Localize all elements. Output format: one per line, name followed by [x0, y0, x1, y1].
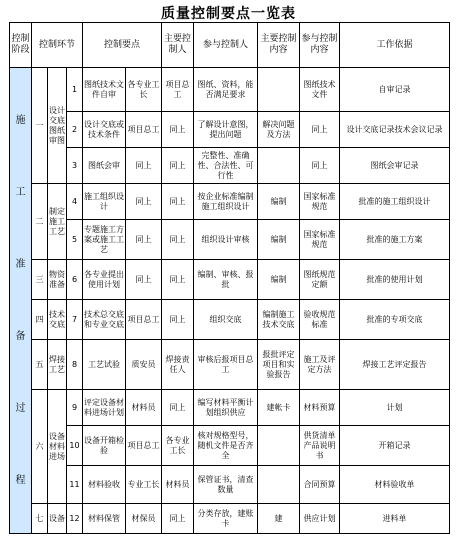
- work-basis: 供货清单产品说明书: [300, 426, 340, 466]
- segment-label: 制定施工工艺: [48, 184, 67, 260]
- work-basis: 同上: [300, 148, 340, 184]
- control-point: 材料验收: [83, 466, 126, 504]
- part-content: [258, 426, 300, 466]
- part-controller: 同上: [162, 220, 194, 260]
- work-evidence: 设计交底记录技术会议记录: [340, 112, 450, 148]
- work-evidence: 计划: [340, 390, 450, 426]
- work-evidence: 批准的使用计划: [340, 260, 450, 300]
- control-point: 各专业提出使用计划: [83, 260, 126, 300]
- row-number: 12: [67, 504, 83, 534]
- work-evidence: 焊接工艺评定报告: [340, 340, 450, 390]
- group-number: 一: [32, 68, 48, 184]
- part-controller: 同上: [162, 504, 194, 534]
- work-evidence: 批准的施工组织设计: [340, 184, 450, 220]
- header-part-content: 参与控制内容: [300, 23, 340, 68]
- control-point: 施工组织设计: [83, 184, 126, 220]
- work-basis: 国家标准规范: [300, 220, 340, 260]
- segment-label: 设备材料进场: [48, 390, 67, 504]
- table-row: [10, 390, 450, 426]
- part-content: 建: [258, 504, 300, 534]
- work-basis: 施工及评定方法: [300, 340, 340, 390]
- main-controller: 项目总工: [126, 300, 162, 340]
- main-controller: 材保员: [126, 504, 162, 534]
- header-part-person: 参与控制人: [194, 23, 258, 68]
- work-basis: 供应计划: [300, 504, 340, 534]
- row-number: 2: [67, 112, 83, 148]
- part-content: 编制施工技术交底: [258, 300, 300, 340]
- control-point: 专题施工方案或施工工艺: [83, 220, 126, 260]
- main-content: 核对规格型号，随机文件是否齐全: [194, 426, 258, 466]
- stage-char: 过: [15, 402, 26, 414]
- stage-char: 工: [15, 186, 26, 198]
- row-number: 7: [67, 300, 83, 340]
- main-controller: 项目总工: [126, 426, 162, 466]
- table-row: [10, 184, 450, 220]
- stage-char: 准: [15, 258, 26, 270]
- work-basis: 图纸技术文件: [300, 68, 340, 112]
- part-controller: 项目总工: [162, 68, 194, 112]
- table-row: [10, 504, 450, 534]
- row-number: 3: [67, 148, 83, 184]
- part-controller: 同上: [162, 260, 194, 300]
- work-basis: 合同预算: [300, 466, 340, 504]
- table-row: [10, 148, 450, 184]
- main-content: 编制、审核、报批: [194, 260, 258, 300]
- row-number: 10: [67, 426, 83, 466]
- group-number: 六: [32, 390, 48, 504]
- main-content: 编写材料平衡计划组织供应: [194, 390, 258, 426]
- stage-cell: [10, 68, 32, 534]
- part-controller: 材料员: [162, 466, 194, 504]
- main-controller: 同上: [126, 148, 162, 184]
- table-row: [10, 466, 450, 504]
- control-point: 图纸会审: [83, 148, 126, 184]
- header-main-content: 主要控制内容: [258, 23, 300, 68]
- part-content: 编制: [258, 260, 300, 300]
- main-controller: 同上: [126, 220, 162, 260]
- control-point: 材料保管: [83, 504, 126, 534]
- header-stage: 控制阶段: [10, 23, 32, 68]
- part-controller: 焊接责任人: [162, 340, 194, 390]
- work-evidence: 批准的施工方案: [340, 220, 450, 260]
- part-controller: 同上: [162, 390, 194, 426]
- table-row: [10, 260, 450, 300]
- header-main-person: 主要控制人: [162, 23, 194, 68]
- main-content: 图纸、资料，能否满足要求: [194, 68, 258, 112]
- row-number: 9: [67, 390, 83, 426]
- main-controller: 同上: [126, 260, 162, 300]
- work-basis: 图纸规范定额: [300, 260, 340, 300]
- work-basis: 验收规范标准: [300, 300, 340, 340]
- part-content: 报批评定项目和实验报告: [258, 340, 300, 390]
- header-row: [10, 23, 450, 68]
- part-controller: 各专业工长: [162, 426, 194, 466]
- group-number: 四: [32, 300, 48, 340]
- work-basis: 同上: [300, 112, 340, 148]
- main-controller: 专业工长: [126, 466, 162, 504]
- main-content: 分类存放，建账卡: [194, 504, 258, 534]
- header-point: 控制要点: [83, 23, 162, 68]
- part-content: [258, 148, 300, 184]
- work-evidence: 批准的专项交底: [340, 300, 450, 340]
- part-controller: 同上: [162, 300, 194, 340]
- row-number: 6: [67, 260, 83, 300]
- main-content: 审核后报项目总工: [194, 340, 258, 390]
- main-controller: 材料员: [126, 390, 162, 426]
- quality-control-table: [9, 22, 450, 534]
- segment-label: 设计交底图纸审图: [48, 68, 67, 184]
- work-basis: 国家标准规范: [300, 184, 340, 220]
- work-evidence: 进料单: [340, 504, 450, 534]
- control-point: 设备开箱检验: [83, 426, 126, 466]
- table-row: [10, 340, 450, 390]
- segment-label: 设备: [48, 504, 67, 534]
- control-point: 技术总交底和专业交底: [83, 300, 126, 340]
- segment-label: 焊接工艺: [48, 340, 67, 390]
- stage-char: 施: [15, 114, 26, 126]
- stage-char: 备: [15, 330, 26, 342]
- part-controller: 同上: [162, 112, 194, 148]
- page-title: 质量控制要点一览表: [161, 6, 296, 22]
- main-controller: 质安员: [126, 340, 162, 390]
- part-content: 编制: [258, 220, 300, 260]
- main-content: 按企业标准编制施工组织设计: [194, 184, 258, 220]
- row-number: 1: [67, 68, 83, 112]
- work-evidence: 图纸会审记录: [340, 148, 450, 184]
- group-number: 五: [32, 340, 48, 390]
- header-basis: 工作依据: [340, 23, 450, 68]
- part-controller: 同上: [162, 148, 194, 184]
- table-row: [10, 300, 450, 340]
- header-segment: 控制环节: [32, 23, 83, 68]
- main-controller: 同上: [126, 184, 162, 220]
- table-row: [10, 220, 450, 260]
- main-content: 组织设计审核: [194, 220, 258, 260]
- table-row: [10, 426, 450, 466]
- row-number: 5: [67, 220, 83, 260]
- row-number: 4: [67, 184, 83, 220]
- group-number: 三: [32, 260, 48, 300]
- group-number: 七: [32, 504, 48, 534]
- row-number: 8: [67, 340, 83, 390]
- control-point: 评定设备材料进场计划: [83, 390, 126, 426]
- work-evidence: 材料验收单: [340, 466, 450, 504]
- main-controller: 项目总工: [126, 112, 162, 148]
- part-content: [258, 466, 300, 504]
- part-content: 解决问题及方法: [258, 112, 300, 148]
- main-content: 了解设计意图，提出问题: [194, 112, 258, 148]
- main-content: 完整性、准确性、合法性、可行性: [194, 148, 258, 184]
- control-point: 工艺试验: [83, 340, 126, 390]
- table-row: [10, 112, 450, 148]
- segment-label: 物资准备: [48, 260, 67, 300]
- part-content: 编制: [258, 184, 300, 220]
- part-content: [258, 68, 300, 112]
- table-row: [10, 68, 450, 112]
- work-evidence: 自审记录: [340, 68, 450, 112]
- part-controller: 同上: [162, 184, 194, 220]
- main-content: 组织交底: [194, 300, 258, 340]
- main-controller: 各专业工长: [126, 68, 162, 112]
- row-number: 11: [67, 466, 83, 504]
- work-evidence: 开箱记录: [340, 426, 450, 466]
- group-number: 二: [32, 184, 48, 260]
- work-basis: 材料预算: [300, 390, 340, 426]
- control-point: 设计交底或技术条件: [83, 112, 126, 148]
- main-content: 保管证书，清查数量: [194, 466, 258, 504]
- control-point: 图纸技术文件自审: [83, 68, 126, 112]
- segment-label: 技术交底: [48, 300, 67, 340]
- part-content: 建帐卡: [258, 390, 300, 426]
- stage-char: 程: [15, 474, 26, 486]
